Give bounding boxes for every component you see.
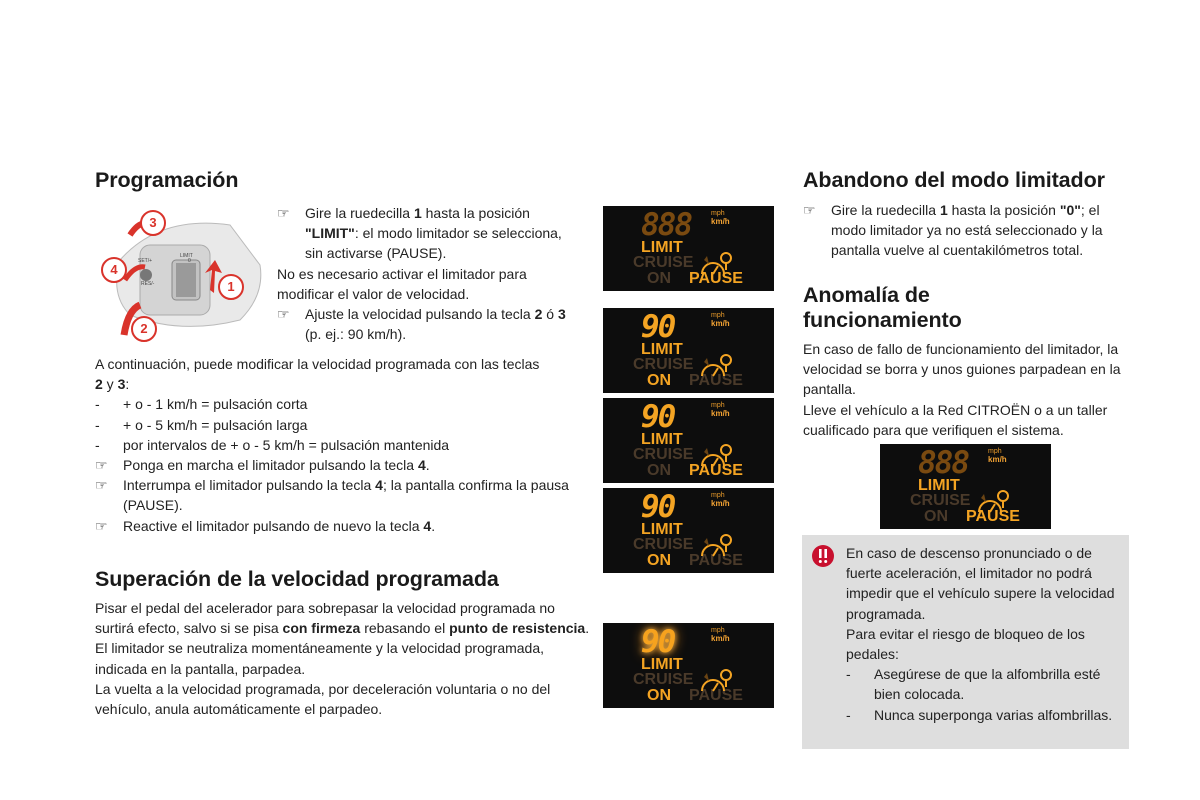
dashboard-display (880, 444, 1051, 529)
heading-abandono: Abandono del modo limitador (803, 168, 1105, 192)
dashboard-display (603, 623, 774, 708)
dashboard-display (603, 206, 774, 291)
stalk-label-zero: 0 (188, 258, 191, 264)
limit-label: LIMIT (918, 477, 960, 494)
speedometer-icon (699, 442, 733, 470)
limit-label: LIMIT (641, 239, 683, 256)
stalk-number-3: 3 (140, 210, 166, 236)
dash-item: + o - 5 km/h = pulsación larga (123, 416, 308, 433)
anomalia-text: En caso de fallo de funcionamiento del limitador, la velocidad se borra y unos guiones parpadean en la pantalla. Lleve el vehículo a la Red CITROËN o a un taller cualificado para que verifiquen el sistema. (803, 341, 1121, 438)
hand-icon: ☞ (95, 517, 108, 534)
stalk-label-res: RES/- (141, 281, 155, 287)
pause-label: PAUSE (966, 508, 1020, 525)
speed-unit: mph km/h (711, 402, 730, 418)
programacion-text-top: ☞ Gire la ruedecilla 1 hasta la posición "LIMIT": el modo limitador se selecciona, sin activarse (PAUSE). No es necesario activar el limitador para modificar el valor de velocidad. ☞ Ajuste la velocidad pulsando la tecla 2 ó 3 (p. ej.: 90 km/h). (277, 205, 566, 343)
speed-unit: mph km/h (711, 210, 730, 226)
speedometer-icon (699, 667, 733, 695)
speed-readout: 888 (918, 445, 968, 481)
pause-label: PAUSE (689, 552, 743, 569)
limit-label: LIMIT (641, 521, 683, 538)
cruise-label: CRUISE (633, 356, 694, 373)
hand-icon: ☞ (277, 205, 290, 221)
hand-icon: ☞ (95, 457, 108, 474)
cruise-label: CRUISE (633, 536, 694, 553)
superacion-text: Pisar el pedal del acelerador para sobrepasar la velocidad programada no surtirá efecto, salvo si se pisa con firmeza rebasando el punto de resistencia. El limitador se neutraliza momentáneamente y la velocidad programada, indicada en la pantalla, parpadea. La vuelta a la velocidad programada, por deceleración voluntaria o no del vehículo, anula automáticamente el parpadeo. (95, 600, 590, 718)
hand-icon: ☞ (803, 202, 816, 218)
heading-superacion: Superación de la velocidad programada (95, 567, 499, 591)
cruise-label: CRUISE (633, 446, 694, 463)
dashboard-display (603, 398, 774, 483)
speed-readout: 90 (641, 309, 675, 345)
hand-icon: ☞ (95, 477, 108, 494)
on-label: ON (924, 508, 948, 525)
warning-item: Asegúrese de que la alfombrilla esté bien colocada. (874, 666, 1101, 703)
pause-label: PAUSE (689, 270, 743, 287)
dashboard-display (603, 488, 774, 573)
on-label: ON (647, 552, 671, 569)
on-label: ON (647, 270, 671, 287)
limit-label: LIMIT (641, 431, 683, 448)
speed-unit: mph km/h (711, 492, 730, 508)
warning-icon (812, 545, 834, 567)
speedometer-icon (699, 352, 733, 380)
heading-programacion: Programación (95, 168, 239, 192)
on-label: ON (647, 687, 671, 704)
limit-label: LIMIT (641, 341, 683, 358)
cruise-label: CRUISE (910, 492, 971, 509)
warning-item: Nunca superponga varias alfombrillas. (874, 706, 1113, 723)
speedometer-icon (976, 488, 1010, 516)
no-es-necesario: No es necesario activar el limitador para modificar el valor de velocidad. (277, 265, 527, 302)
on-label: ON (647, 462, 671, 479)
hand-icon: ☞ (277, 306, 290, 323)
dash-item: por intervalos de + o - 5 km/h = pulsación mantenida (123, 436, 450, 453)
pause-label: PAUSE (689, 372, 743, 389)
cruise-label: CRUISE (633, 671, 694, 688)
pause-label: PAUSE (689, 687, 743, 704)
stalk-number-2: 2 (131, 316, 157, 342)
stalk-number-4: 4 (101, 257, 127, 283)
stalk-label-limit: LIMIT (180, 253, 193, 259)
abandono-text: ☞ Gire la ruedecilla 1 hasta la posición "0"; el modo limitador ya no está seleccionado y la pantalla vuelve al cuentakilómetros total. (803, 202, 1103, 259)
speed-readout: 888 (641, 207, 691, 243)
pause-label: PAUSE (689, 462, 743, 479)
speed-readout: 90 (641, 624, 675, 660)
speed-unit: mph km/h (711, 627, 730, 643)
dash-item: + o - 1 km/h = pulsación corta (123, 396, 308, 413)
programacion-text-body: A continuación, puede modificar la velocidad programada con las teclas 2 y 3: - + o - 1 km/h = pulsación corta - + o - 5 km/h = pulsación larga - por intervalos de + o - 5 km/h = pulsación mantenida ☞ Ponga en marcha el limitador pulsando la tecla 4. ☞ Interrumpa el limitador pulsando la tecla 4; la pantalla confirma la pausa (PAUSE). ☞ Reactive el limitador pulsando de nuevo la tecla 4. (95, 354, 595, 536)
speed-unit: mph km/h (988, 448, 1007, 464)
heading-anomalia: Anomalía de funcionamiento (803, 283, 962, 332)
warning-text: En caso de descenso pronunciado o de fuerte aceleración, el limitador no podrá impedir que el vehículo supere la velocidad programada. Para evitar el riesgo de bloqueo de los pedales: - Asegúrese de que la alfombrilla esté bien colocada. - Nunca superponga varias alfombrillas. (846, 545, 1115, 723)
speed-unit: mph km/h (711, 312, 730, 328)
cruise-label: CRUISE (633, 254, 694, 271)
speed-readout: 90 (641, 399, 675, 435)
on-label: ON (647, 372, 671, 389)
stalk-number-1: 1 (218, 274, 244, 300)
speedometer-icon (699, 532, 733, 560)
speedometer-icon (699, 250, 733, 278)
speed-readout: 90 (641, 489, 675, 525)
stalk-label-set: SET/+ (138, 258, 153, 264)
dashboard-display (603, 308, 774, 393)
limit-label: LIMIT (641, 656, 683, 673)
